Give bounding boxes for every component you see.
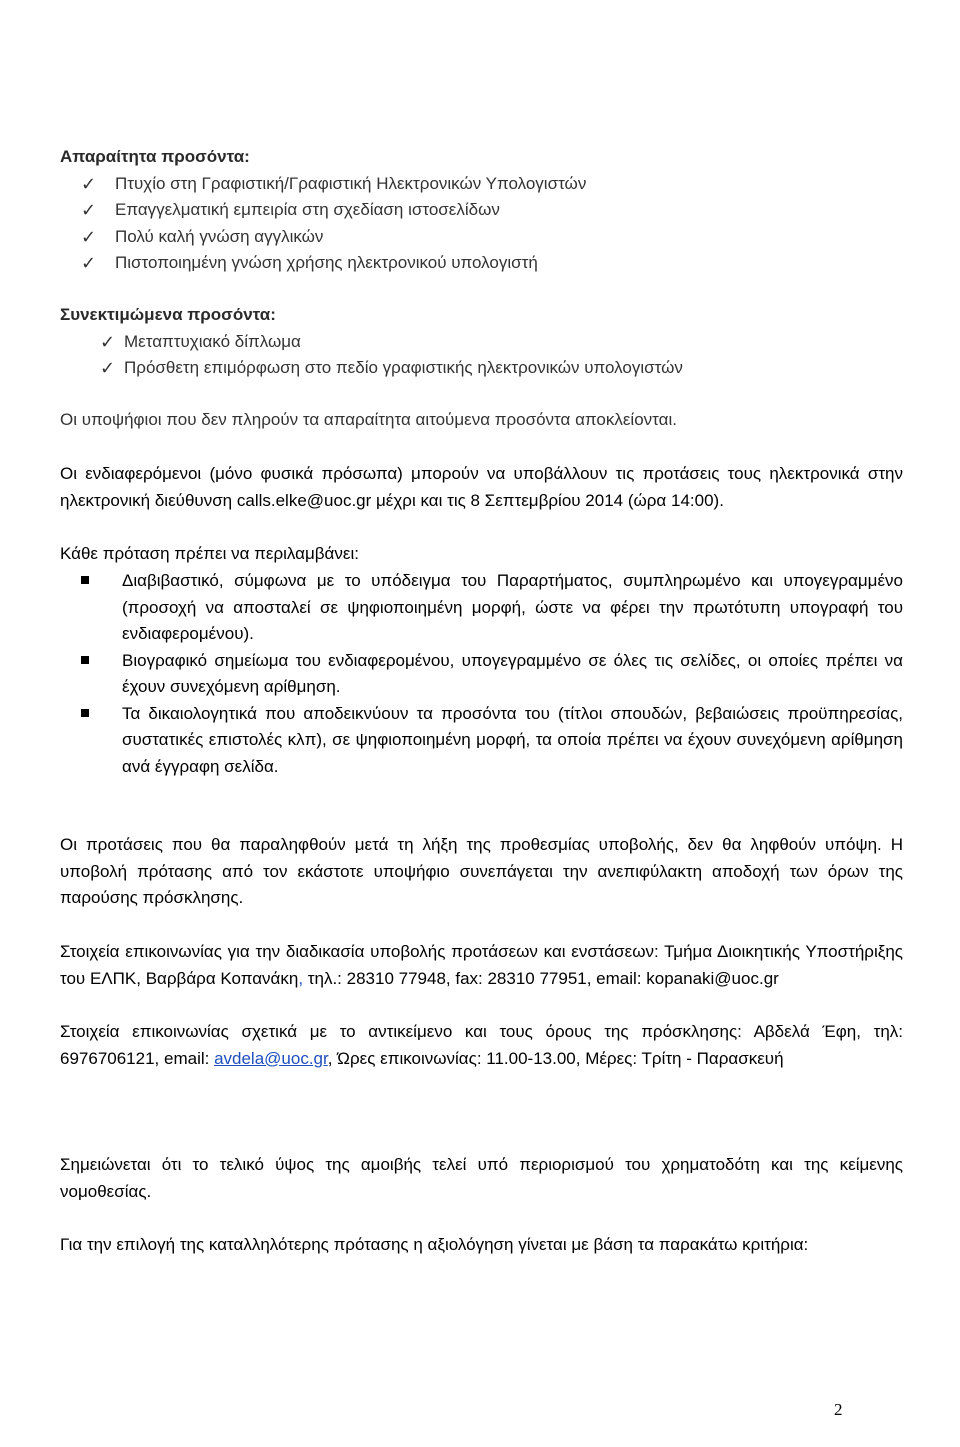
exclusion-note: Οι υποψήφιοι που δεν πληρούν τα απαραίτητα αιτούμενα προσόντα αποκλείονται.	[60, 410, 677, 429]
late-submission-note: Οι προτάσεις που θα παραληφθούν μετά τη λήξη της προθεσμίας υποβολής, δεν θα ληφθούν υπόψη. Η υποβολή πρότασης από τον εκάστοτε υποψήφιο συνεπάγεται την ανεπιφύλακτη αποδοχή των όρων της παρούσης πρόσκλησης.	[60, 835, 903, 907]
desired-qualifications	[60, 302, 903, 382]
checkmark-icon: ✓	[100, 358, 116, 378]
submission-intro: Οι ενδιαφερόμενοι (μόνο φυσικά πρόσωπα) μπορούν να υποβάλλουν τις προτάσεις τους ηλεκτρονικά στην ηλεκτρονική διεύθυνση calls.elke@uoc.gr μέχρι και τις 8 Σεπτεμβρίου 2014 (ώρα 14:00).	[60, 464, 903, 510]
square-bullet-icon	[81, 709, 89, 717]
criteria-intro: Για την επιλογή της καταλληλότερης πρότασης η αξιολόγηση γίνεται με βάση τα παρακάτω κριτήρια:	[60, 1235, 809, 1254]
required-qualifications	[60, 144, 903, 277]
list-item: Βιογραφικό σημείωμα του ενδιαφερομένου, υπογεγραμμένο σε όλες τις σελίδες, οι οποίες πρέπει να έχουν συνεχόμενη αρίθμηση.	[60, 648, 903, 701]
square-bullet-icon	[81, 576, 89, 584]
checkmark-icon: ✓	[81, 200, 97, 220]
checkmark-icon: ✓	[81, 253, 97, 273]
required-list	[60, 171, 903, 277]
desired-heading: Συνεκτιμώμενα προσόντα:	[60, 305, 276, 324]
must-include-label: Κάθε πρόταση πρέπει να περιλαμβάνει:	[60, 544, 359, 563]
list-item: ✓ Πρόσθετη επιμόρφωση στο πεδίο γραφιστικής ηλεκτρονικών υπολογιστών	[60, 355, 903, 382]
required-heading: Απαραίτητα προσόντα:	[60, 147, 250, 166]
list-item: ✓ Πολύ καλή γνώση αγγλικών	[60, 224, 903, 251]
list-item: ✓ Μεταπτυχιακό δίπλωμα	[60, 329, 903, 356]
page-number: 2	[834, 1400, 843, 1419]
list-item: ✓ Επαγγελματική εμπειρία στη σχεδίαση ιστοσελίδων	[60, 197, 903, 224]
subject-contact: Στοιχεία επικοινωνίας σχετικά με το αντικείμενο και τους όρους της πρόσκλησης: Αβδελά Έφη, τηλ: 6976706121, email: avdela@uoc.gr, Ώρες επικοινωνίας: 11.00-13.00, Μέρες: Τρίτη - Παρασκευή	[60, 1022, 903, 1068]
checkmark-icon: ✓	[100, 331, 116, 352]
square-bullet-icon	[81, 656, 89, 664]
budget-note: Σημειώνεται ότι το τελικό ύψος της αμοιβής τελεί υπό περιορισμού του χρηματοδότη και της κείμενης νομοθεσίας.	[60, 1155, 903, 1201]
list-item: ✓ Πτυχίο στη Γραφιστική/Γραφιστική Ηλεκτρονικών Υπολογιστών	[60, 171, 903, 198]
checkmark-icon: ✓	[81, 226, 97, 247]
list-item: Τα δικαιολογητικά που αποδεικνύουν τα προσόντα του (τίτλοι σπουδών, βεβαιώσεις προϋπηρεσίας, συστατικές επιστολές κλπ), σε ψηφιοποιημένη μορφή, τα οποία πρέπει να έχουν συνεχόμενη αρίθμηση ανά έγγραφη σελίδα.	[60, 701, 903, 781]
submission-requirements	[60, 568, 903, 780]
desired-list	[60, 329, 903, 382]
list-item: ✓ Πιστοποιημένη γνώση χρήσης ηλεκτρονικού υπολογιστή	[60, 250, 903, 277]
admin-contact: Στοιχεία επικοινωνίας για την διαδικασία υποβολής προτάσεων και ενστάσεων: Τμήμα Διοικητικής Υποστήριξης του ΕΛΠΚ, Βαρβάρα Κοπανάκη, τηλ.: 28310 77948, fax: 28310 77951, email: kopanaki@uoc.gr	[60, 942, 903, 988]
checkmark-icon: ✓	[81, 173, 97, 194]
email-link[interactable]: avdela@uoc.gr	[214, 1048, 328, 1068]
list-item: Διαβιβαστικό, σύμφωνα με το υπόδειγμα του Παραρτήματος, συμπληρωμένο και υπογεγραμμένο (προσοχή να αποσταλεί σε ψηφιοποιημένη μορφή, ώστε να φέρει την πρωτότυπη υπογραφή του ενδιαφερομένου).	[60, 568, 903, 648]
